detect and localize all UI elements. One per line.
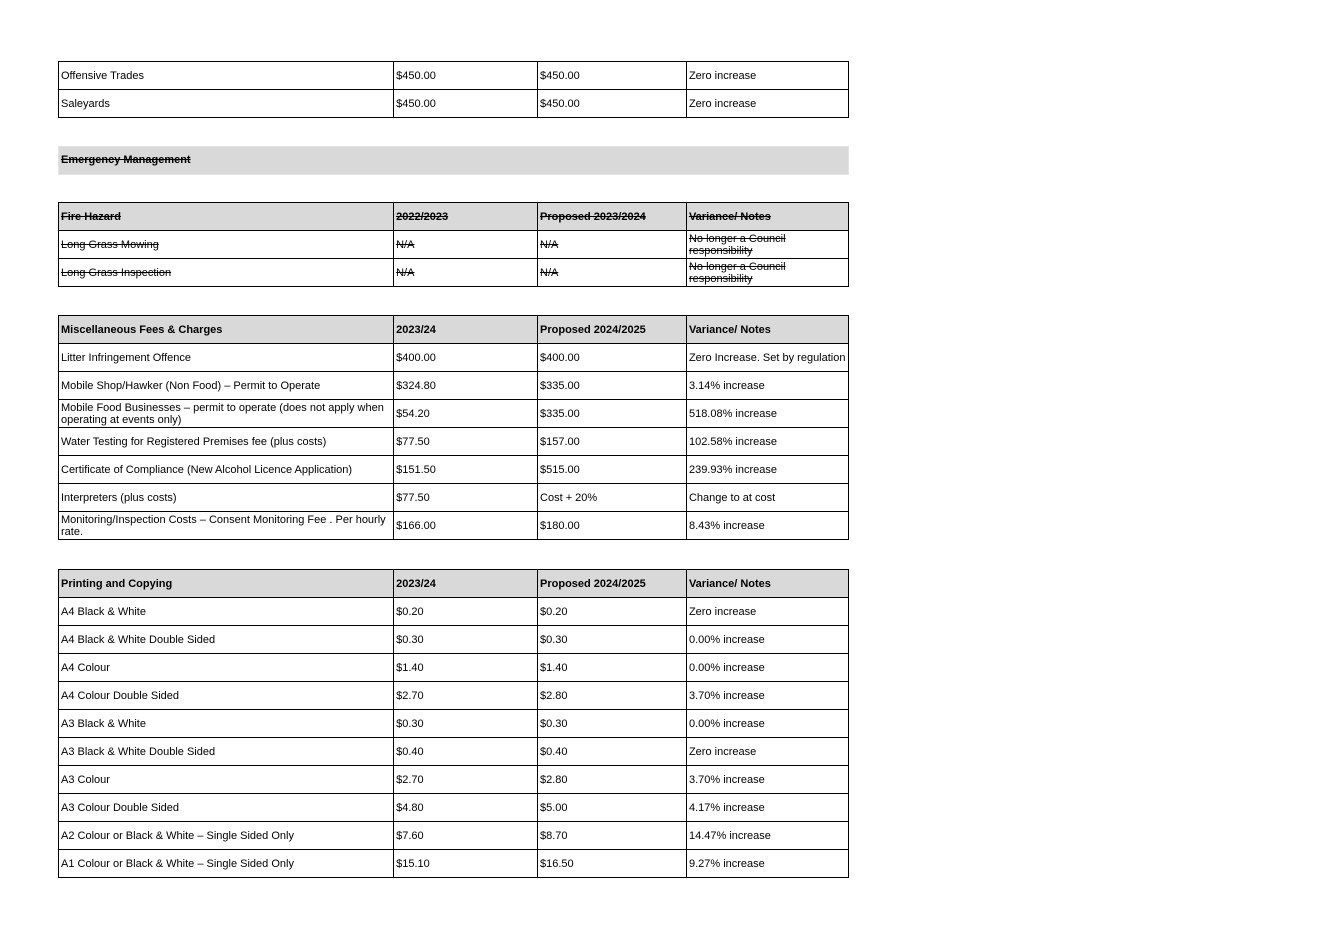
fee-current: $0.30	[394, 710, 538, 738]
fee-proposed: $2.80	[538, 682, 687, 710]
table-row	[59, 654, 849, 682]
section-heading-emergency-management: Emergency Management	[58, 146, 849, 175]
fee-name: Long Grass Mowing	[59, 231, 394, 259]
fee-name: A4 Colour Double Sided	[59, 682, 394, 710]
table-row	[59, 738, 849, 766]
fee-variance: Change to at cost	[686, 484, 848, 512]
fee-proposed: $450.00	[538, 62, 687, 90]
fee-variance: No longer a Council responsibility	[686, 231, 848, 259]
fire-hazard-table	[58, 202, 849, 287]
table-row	[59, 766, 849, 794]
fee-variance: Zero increase	[686, 62, 848, 90]
fee-variance: 8.43% increase	[686, 512, 848, 540]
column-header: Variance/ Notes	[686, 316, 848, 344]
table-row	[59, 850, 849, 878]
fee-current: $2.70	[394, 682, 538, 710]
fee-variance: 518.08% increase	[686, 400, 848, 428]
fee-current: N/A	[394, 231, 538, 259]
table-row	[59, 62, 849, 90]
fee-name: Saleyards	[59, 90, 394, 118]
column-header: Proposed 2024/2025	[538, 316, 687, 344]
fee-name: Long Grass Inspection	[59, 259, 394, 287]
table-row	[59, 372, 849, 400]
table-header-row	[59, 570, 849, 598]
fee-proposed: $0.40	[538, 738, 687, 766]
fee-current: $450.00	[394, 90, 538, 118]
table-row	[59, 512, 849, 540]
fee-variance: 0.00% increase	[686, 710, 848, 738]
fee-variance: 4.17% increase	[686, 794, 848, 822]
fee-name: A3 Colour	[59, 766, 394, 794]
table-header-row	[59, 316, 849, 344]
fee-name: Certificate of Compliance (New Alcohol Licence Application)	[59, 456, 394, 484]
fee-proposed: $515.00	[538, 456, 687, 484]
column-header: Printing and Copying	[59, 570, 394, 598]
fee-current: $77.50	[394, 484, 538, 512]
fee-variance: 3.14% increase	[686, 372, 848, 400]
fee-variance: 102.58% increase	[686, 428, 848, 456]
fee-proposed: $0.30	[538, 710, 687, 738]
fee-variance: 14.47% increase	[686, 822, 848, 850]
fee-variance: 0.00% increase	[686, 626, 848, 654]
table-row	[59, 598, 849, 626]
fees-table-continued	[58, 61, 849, 118]
fee-proposed: $180.00	[538, 512, 687, 540]
table-row	[59, 682, 849, 710]
fee-name: A3 Colour Double Sided	[59, 794, 394, 822]
table-header-row	[59, 203, 849, 231]
fee-current: $324.80	[394, 372, 538, 400]
column-header: Fire Hazard	[59, 203, 394, 231]
fee-name: Water Testing for Registered Premises fee (plus costs)	[59, 428, 394, 456]
fee-name: A2 Colour or Black & White – Single Sided Only	[59, 822, 394, 850]
fee-proposed: $400.00	[538, 344, 687, 372]
fee-current: $7.60	[394, 822, 538, 850]
fee-name: Offensive Trades	[59, 62, 394, 90]
fee-current: $0.30	[394, 626, 538, 654]
fee-proposed: $157.00	[538, 428, 687, 456]
fee-current: $0.20	[394, 598, 538, 626]
fee-proposed: $5.00	[538, 794, 687, 822]
fee-current: $450.00	[394, 62, 538, 90]
miscellaneous-fees-table	[58, 315, 849, 540]
fee-variance: Zero increase	[686, 598, 848, 626]
table-row	[59, 90, 849, 118]
column-header: Proposed 2023/2024	[538, 203, 687, 231]
fee-name: Mobile Shop/Hawker (Non Food) – Permit to Operate	[59, 372, 394, 400]
fee-proposed: $1.40	[538, 654, 687, 682]
column-header: 2023/24	[394, 570, 538, 598]
table-row	[59, 794, 849, 822]
fee-current: $77.50	[394, 428, 538, 456]
fee-name: Mobile Food Businesses – permit to operate (does not apply when operating at events only)	[59, 400, 394, 428]
table-row	[59, 626, 849, 654]
fee-current: N/A	[394, 259, 538, 287]
table-row	[59, 259, 849, 287]
fee-name: A4 Colour	[59, 654, 394, 682]
table-row	[59, 456, 849, 484]
fee-proposed: $0.30	[538, 626, 687, 654]
column-header: Variance/ Notes	[686, 203, 848, 231]
table-row	[59, 231, 849, 259]
table-row	[59, 710, 849, 738]
fee-proposed: $450.00	[538, 90, 687, 118]
fee-variance: 9.27% increase	[686, 850, 848, 878]
fee-proposed: $335.00	[538, 400, 687, 428]
fee-current: $166.00	[394, 512, 538, 540]
column-header: 2022/2023	[394, 203, 538, 231]
fee-current: $400.00	[394, 344, 538, 372]
column-header: Proposed 2024/2025	[538, 570, 687, 598]
fee-current: $15.10	[394, 850, 538, 878]
fee-name: A1 Colour or Black & White – Single Sided Only	[59, 850, 394, 878]
fee-variance: 0.00% increase	[686, 654, 848, 682]
fee-variance: No longer a Council responsibility	[686, 259, 848, 287]
fee-proposed: $8.70	[538, 822, 687, 850]
fee-current: $2.70	[394, 766, 538, 794]
table-row	[59, 428, 849, 456]
fee-name: Monitoring/Inspection Costs – Consent Monitoring Fee . Per hourly rate.	[59, 512, 394, 540]
table-row	[59, 822, 849, 850]
fee-name: Interpreters (plus costs)	[59, 484, 394, 512]
fee-variance: Zero increase	[686, 738, 848, 766]
fee-proposed: N/A	[538, 231, 687, 259]
fee-variance: Zero Increase. Set by regulation	[686, 344, 848, 372]
fee-proposed: $0.20	[538, 598, 687, 626]
fee-name: A3 Black & White Double Sided	[59, 738, 394, 766]
fee-name: A4 Black & White Double Sided	[59, 626, 394, 654]
fee-variance: 239.93% increase	[686, 456, 848, 484]
table-row	[59, 484, 849, 512]
fee-name: A4 Black & White	[59, 598, 394, 626]
fee-current: $4.80	[394, 794, 538, 822]
fee-name: Litter Infringement Offence	[59, 344, 394, 372]
fee-current: $54.20	[394, 400, 538, 428]
fee-name: A3 Black & White	[59, 710, 394, 738]
fee-proposed: Cost + 20%	[538, 484, 687, 512]
fee-proposed: $335.00	[538, 372, 687, 400]
table-row	[59, 344, 849, 372]
fee-variance: Zero increase	[686, 90, 848, 118]
table-row	[59, 400, 849, 428]
fee-current: $1.40	[394, 654, 538, 682]
fee-proposed: N/A	[538, 259, 687, 287]
fee-proposed: $16.50	[538, 850, 687, 878]
fee-proposed: $2.80	[538, 766, 687, 794]
printing-copying-table	[58, 569, 849, 878]
fee-current: $151.50	[394, 456, 538, 484]
column-header: 2023/24	[394, 316, 538, 344]
column-header: Variance/ Notes	[686, 570, 848, 598]
fee-variance: 3.70% increase	[686, 682, 848, 710]
fee-variance: 3.70% increase	[686, 766, 848, 794]
fee-current: $0.40	[394, 738, 538, 766]
column-header: Miscellaneous Fees & Charges	[59, 316, 394, 344]
